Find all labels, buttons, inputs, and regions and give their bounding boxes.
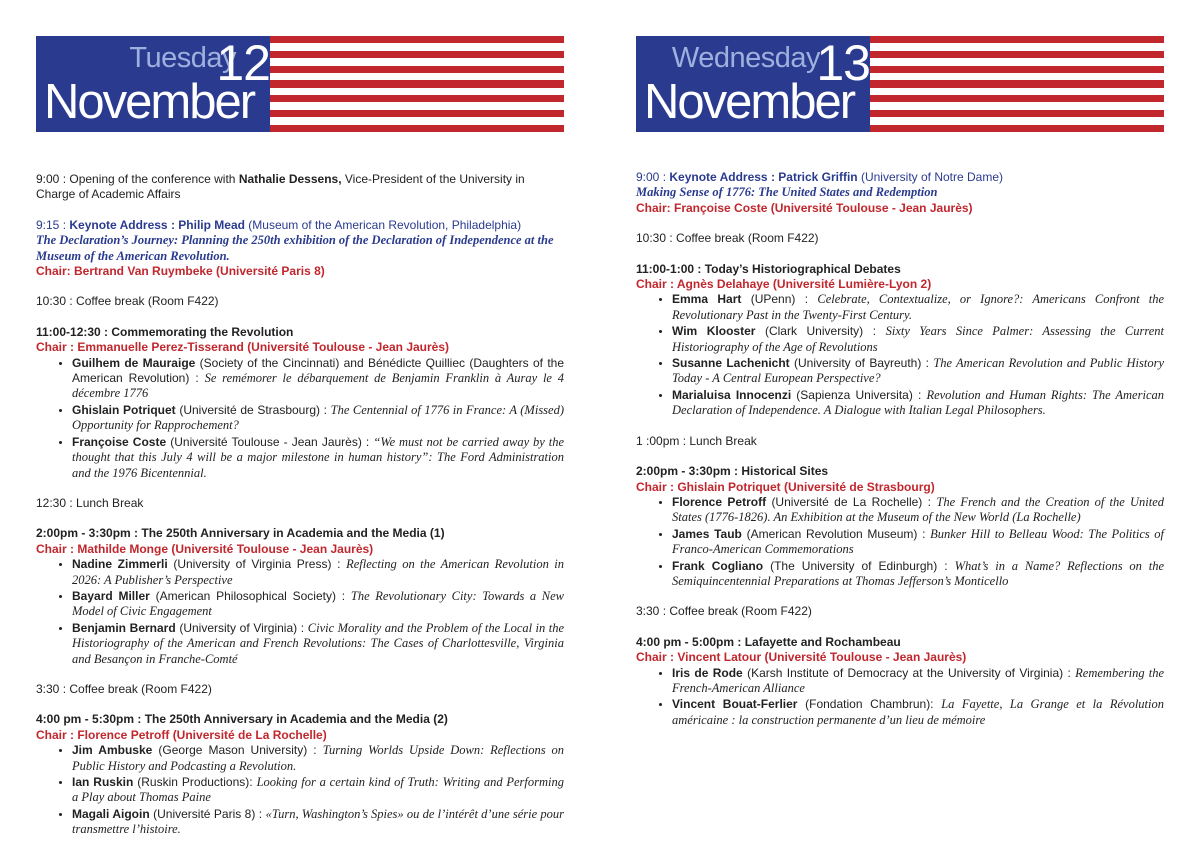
talk-item: • Nadine Zimmerli (University of Virginia Press) : Reflecting on the American Revolution in 2026: A Publisher’s Perspective <box>72 557 564 588</box>
tuesday-column <box>36 36 564 853</box>
talk-item: • James Taub (American Revolution Museum) : Bunker Hill to Belleau Wood: The Politics of Franco-American Commemorations <box>672 527 1164 558</box>
talk-item: • Frank Cogliano (The University of Edinburgh) : What’s in a Name? Reflections on the Semiquincentennial Preparations at Thomas Jefferson’s Monticello <box>672 559 1164 590</box>
keynote-item: 9:15 : Keynote Address : Philip Mead (Museum of the American Revolution, Philadelphia) The Declaration’s Journey: Planning the 250th exhibition of the Declaration of Independence at the Museum of the American Revolution. Chair: Bertrand Van Ruymbeke (Université Paris 8) <box>36 218 564 280</box>
session-heading: 11:00-12:30 : Commemorating the Revolution <box>36 324 294 339</box>
day-number: 13 <box>816 36 870 91</box>
coffee-break: 10:30 : Coffee break (Room F422) <box>36 294 219 309</box>
keynote-item: 9:00 : Keynote Address : Patrick Griffin (University of Notre Dame) Making Sense of 1776: The United States and Redemption Chair: Françoise Coste (Université Toulouse - Jean Jaurès) <box>636 170 1164 216</box>
talk-list <box>36 743 564 837</box>
keynote-title: Making Sense of 1776: The United States and Redemption <box>636 185 938 200</box>
tuesday-flag-banner <box>36 36 564 132</box>
session-heading: 2:00pm - 3:30pm : Historical Sites <box>636 464 829 479</box>
talk-item: • Wim Klooster (Clark University) : Sixty Years Since Palmer: Assessing the Current Historiography of the Age of Revolutions <box>672 324 1164 355</box>
wednesday-program <box>636 170 1164 728</box>
talk-item: • Benjamin Bernard (University of Virginia) : Civic Morality and the Problem of the Local in the Historiography of the American and French Revolutions: The Cases of Charlottesville, Virginia and Besançon in Franche-Comté <box>72 621 564 667</box>
talk-item: • Ian Ruskin (Ruskin Productions): Looking for a certain kind of Truth: Writing and Performing a Play about Thomas Paine <box>72 775 564 806</box>
talk-item: • Marialuisa Innocenzi (Sapienza Universita) : Revolution and Human Rights: The American Declaration of Independence. A Dialogue with Italian Legal Philosophers. <box>672 388 1164 419</box>
session-lafayette-rochambeau <box>636 635 1164 728</box>
opening-item: 9:00 : Opening of the conference with Nathalie Dessens, Vice-President of the University in Charge of Academic Affairs <box>36 172 525 202</box>
talk-list <box>36 557 564 667</box>
wednesday-flag-banner <box>636 36 1164 132</box>
speaker-name: Nathalie Dessens, <box>238 172 342 186</box>
flag-canton <box>36 36 270 132</box>
month-name: November <box>644 75 855 129</box>
talk-item: • Magali Aigoin (Université Paris 8) : «Turn, Washington’s Spies» ou de l’intérêt d’une série pour transmettre l’histoire. <box>72 807 564 838</box>
session-heading: 11:00-1:00 : Today’s Historiographical Debates <box>636 261 901 276</box>
day-number: 12 <box>216 36 270 91</box>
session-heading: 2:00pm - 3:30pm : The 250th Anniversary in Academia and the Media (1) <box>36 526 445 541</box>
session-chair: Chair : Ghislain Potriquet (Université de Strasbourg) <box>636 479 935 494</box>
talk-item: • Susanne Lachenicht (University of Bayreuth) : The American Revolution and Public History Today - A Central European Perspective? <box>672 356 1164 387</box>
session-chair: Chair : Mathilde Monge (Université Toulouse - Jean Jaurès) <box>36 541 374 556</box>
session-chair: Chair : Florence Petroff (Université de La Rochelle) <box>36 727 327 742</box>
session-chair: Chair : Agnès Delahaye (Université Lumière-Lyon 2) <box>636 277 932 292</box>
session-chair: Chair : Vincent Latour (Université Toulouse - Jean Jaurès) <box>636 650 967 665</box>
talk-item: • Emma Hart (UPenn) : Celebrate, Contextualize, or Ignore?: Americans Confront the Revolutionary Past in the Twenty-First Century. <box>672 292 1164 323</box>
coffee-break: 10:30 : Coffee break (Room F422) <box>636 231 819 246</box>
session-heading: 4:00 pm - 5:30pm : The 250th Anniversary in Academia and the Media (2) <box>36 712 448 727</box>
talk-list <box>36 356 564 481</box>
talk-list <box>636 292 1164 418</box>
talk-list <box>636 666 1164 729</box>
session-commemorating <box>36 325 564 481</box>
keynote-chair: Chair: Bertrand Van Ruymbeke (Université Paris 8) <box>36 264 325 279</box>
flag-canton <box>636 36 870 132</box>
coffee-break: 3:30 : Coffee break (Room F422) <box>636 604 812 619</box>
talk-list <box>636 495 1164 589</box>
talk-item: • Ghislain Potriquet (Université de Strasbourg) : The Centennial of 1776 in France: A (Missed) Opportunity for Rapprochement? <box>72 403 564 434</box>
keynote-chair: Chair: Françoise Coste (Université Toulouse - Jean Jaurès) <box>636 200 973 215</box>
session-historical-sites <box>636 464 1164 589</box>
session-historiographical-debates <box>636 262 1164 419</box>
talk-item: • Françoise Coste (Université Toulouse - Jean Jaurès) : “We must not be carried away by the thought that this July 4 will be a major milestone in human history”: The Ford Administration and the 1976 Bicentennial. <box>72 435 564 481</box>
session-heading: 4:00 pm - 5:00pm : Lafayette and Rochambeau <box>636 634 901 649</box>
session-chair: Chair : Emmanuelle Perez-Tisserand (Université Toulouse - Jean Jaurès) <box>36 340 450 355</box>
day-name: Wednesday <box>671 42 820 74</box>
keynote-label: Keynote Address : Patrick Griffin <box>669 170 858 184</box>
coffee-break: 3:30 : Coffee break (Room F422) <box>36 681 212 696</box>
lunch-break: 12:30 : Lunch Break <box>36 495 144 510</box>
talk-item: • Guilhem de Mauraige (Society of the Cincinnati) and Bénédicte Quilliec (Daughters of the American Revolution) : Se remémorer le débarquement de Benjamin Franklin à Auray le 4 décembre 1776 <box>72 356 564 402</box>
talk-item: • Florence Petroff (Université de La Rochelle) : The French and the Creation of the United States (1776-1826). An Exhibition at the Museum of the New World (La Rochelle) <box>672 495 1164 526</box>
session-academia-media-2 <box>36 712 564 837</box>
month-name: November <box>44 75 255 129</box>
wednesday-column <box>636 36 1164 743</box>
day-name: Tuesday <box>129 42 236 74</box>
talk-item: • Iris de Rode (Karsh Institute of Democracy at the University of Virginia) : Remembering the French-American Alliance <box>672 666 1164 697</box>
keynote-title: The Declaration’s Journey: Planning the 250th exhibition of the Declaration of Independence at the Museum of the American Revolution. <box>36 233 554 263</box>
lunch-break: 1 :00pm : Lunch Break <box>636 433 757 448</box>
keynote-label: Keynote Address : Philip Mead <box>69 217 245 232</box>
tuesday-program <box>36 172 564 838</box>
talk-item: • Vincent Bouat-Ferlier (Fondation Chambrun): La Fayette, La Grange et la Révolution américaine : la construction permanente d’un lieu de mémoire <box>672 697 1164 728</box>
session-academia-media-1 <box>36 526 564 667</box>
talk-item: • Bayard Miller (American Philosophical Society) : The Revolutionary City: Towards a New Model of Civic Engagement <box>72 589 564 620</box>
talk-item: • Jim Ambuske (George Mason University) : Turning Worlds Upside Down: Reflections on Public History and Podcasting a Revolution. <box>72 743 564 774</box>
